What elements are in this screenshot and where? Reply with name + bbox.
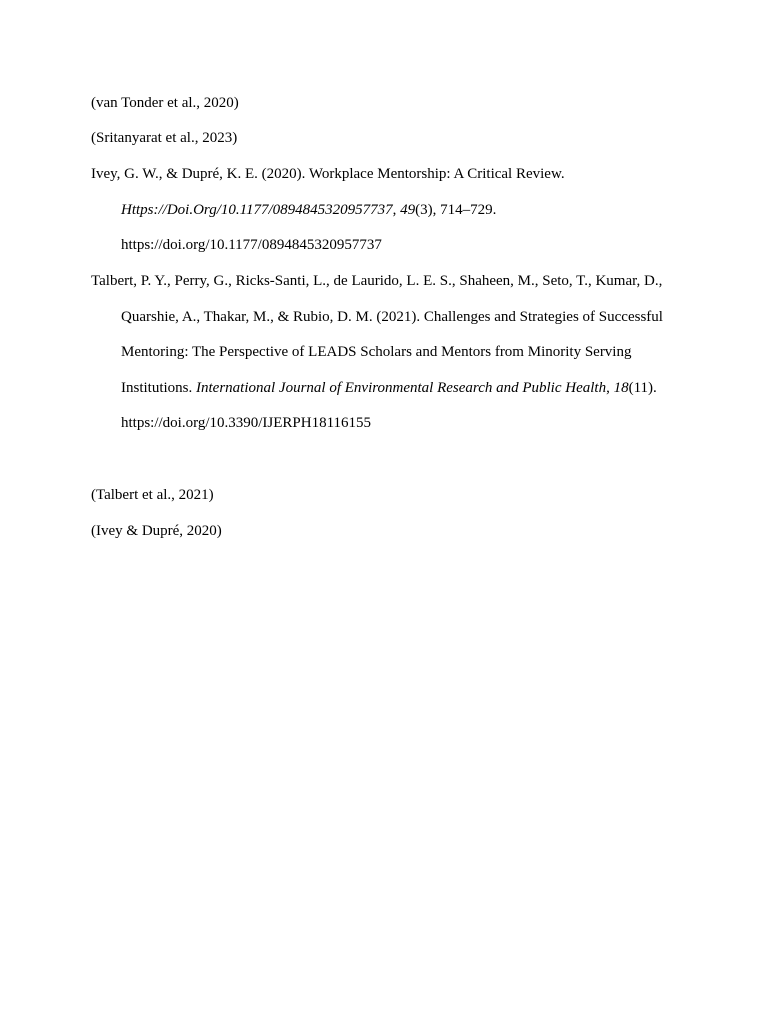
reference-talbert-separator: , — [606, 380, 614, 396]
reference-talbert-line-4 — [121, 379, 657, 397]
reference-ivey-line-1: Ivey, G. W., & Dupré, K. E. (2020). Workplace Mentorship: A Critical Review. — [91, 166, 565, 182]
reference-talbert-journal: International Journal of Environmental Research and Public Health — [196, 380, 607, 396]
reference-ivey-line-2 — [121, 201, 496, 219]
reference-ivey-journal: Https://Doi.Org/10.1177/0894845320957737 — [121, 202, 393, 218]
reference-ivey-separator: , — [392, 202, 401, 218]
reference-ivey-volume: 49 — [400, 202, 416, 218]
reference-talbert-line-2: Quarshie, A., Thakar, M., & Rubio, D. M. (2021). Challenges and Strategies of Successful — [121, 309, 663, 325]
reference-talbert-line-3: Mentoring: The Perspective of LEADS Scholars and Mentors from Minority Serving — [121, 344, 632, 360]
reference-talbert-issue: (11). — [628, 380, 657, 396]
reference-ivey-doi: https://doi.org/10.1177/0894845320957737 — [121, 237, 382, 253]
citation-van-tonder: (van Tonder et al., 2020) — [91, 95, 239, 111]
reference-talbert-doi: https://doi.org/10.3390/IJERPH18116155 — [121, 415, 372, 431]
citation-sritanyarat: (Sritanyarat et al., 2023) — [91, 130, 238, 146]
reference-talbert-volume: 18 — [613, 380, 629, 396]
reference-talbert-line-1: Talbert, P. Y., Perry, G., Ricks-Santi, L., de Laurido, L. E. S., Shaheen, M., Seto, T., Kumar, D., — [91, 273, 663, 289]
citation-talbert: (Talbert et al., 2021) — [91, 487, 214, 503]
reference-talbert-prefix: Institutions. — [121, 380, 197, 396]
reference-ivey-issue-pages: (3), 714–729. — [415, 202, 497, 218]
citation-ivey: (Ivey & Dupré, 2020) — [91, 523, 222, 539]
